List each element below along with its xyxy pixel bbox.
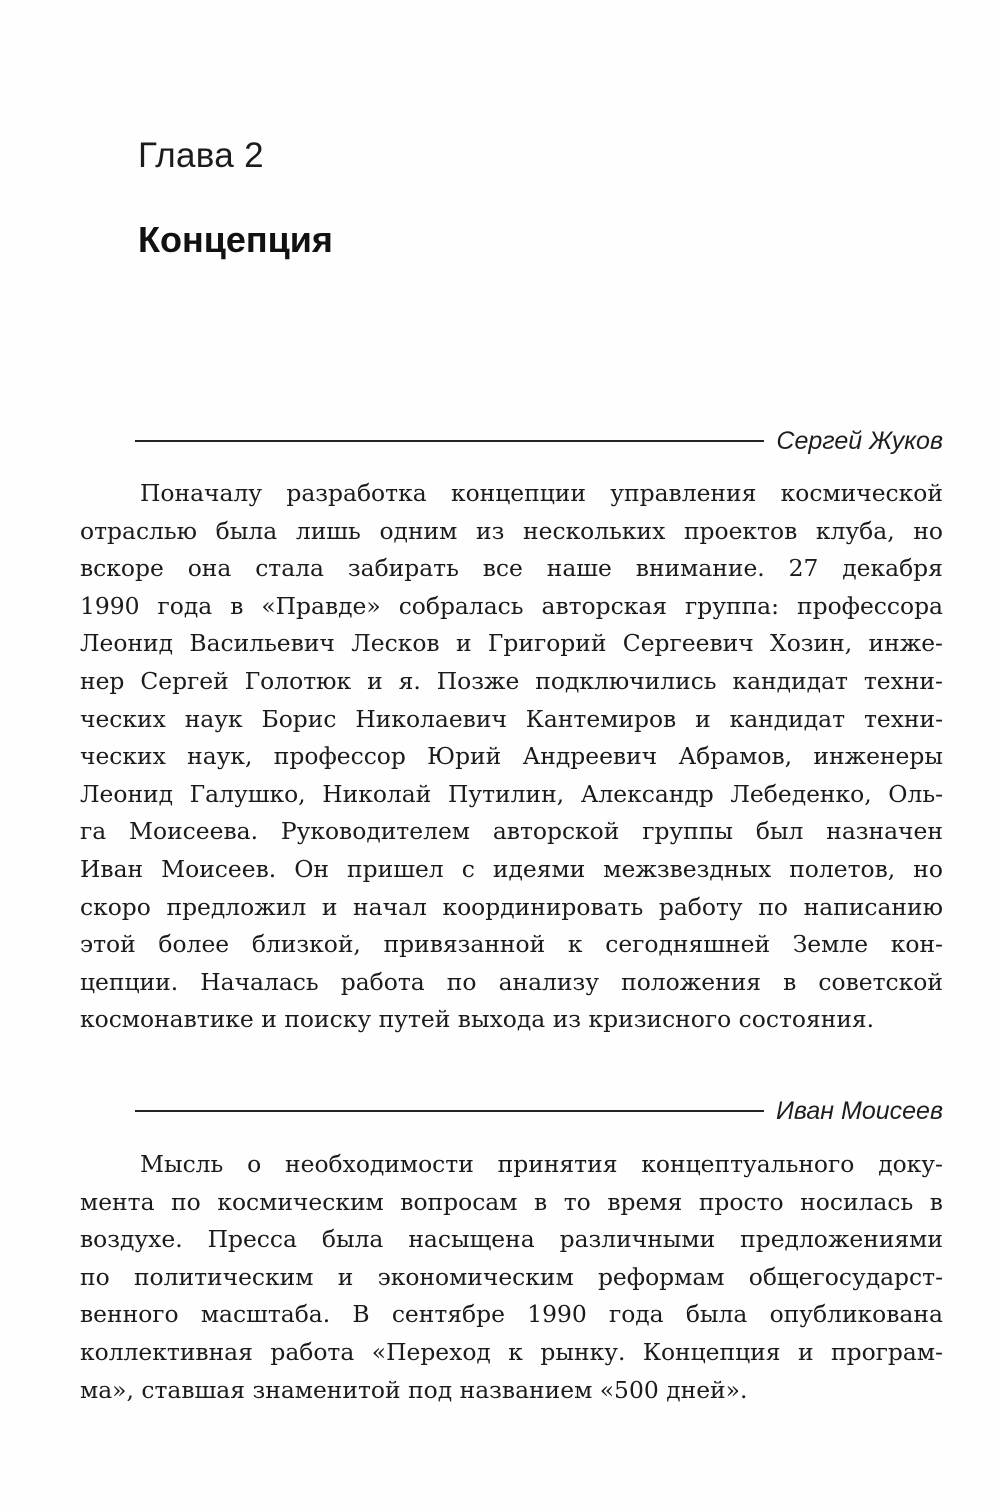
text-line: скоро предложил и начал координировать работу по написанию <box>80 892 943 921</box>
author-name: Иван Моисеев <box>776 1096 943 1125</box>
text-line: коллективная работа «Переход к рынку. Концепция и програм- <box>80 1337 943 1366</box>
text-line: Поначалу разработка концепции управления космической <box>140 479 943 507</box>
text-line: цепции. Началась работа по анализу положения в советской <box>80 967 943 996</box>
text-line: венного масштаба. В сентябре 1990 года была опубликована <box>80 1300 943 1329</box>
text-line: вскоре она стала забирать все наше внимание. 27 декабря <box>80 554 943 583</box>
author-header-1 <box>135 421 943 461</box>
text-line: ческих наук, профессор Юрий Андреевич Абрамов, инженеры <box>80 742 943 771</box>
author-header-2 <box>135 1091 943 1131</box>
text-line: мента по космическим вопросам в то время просто носилась в <box>80 1187 943 1216</box>
paragraph-2 <box>80 1146 943 1409</box>
author-rule <box>135 440 764 442</box>
text-line: ма», ставшая знаменитой под названием «500 дней». <box>80 1375 748 1404</box>
text-line: Леонид Галушко, Николай Путилин, Александр Лебеденко, Оль- <box>80 779 943 808</box>
text-line: по политическим и экономическим реформам общегосударст- <box>80 1262 943 1291</box>
text-line: Леонид Васильевич Лесков и Григорий Сергеевич Хозин, инже- <box>80 629 943 658</box>
author-rule <box>135 1110 764 1112</box>
text-line: космонавтике и поиску путей выхода из кризисного состояния. <box>80 1005 875 1034</box>
author-name: Сергей Жуков <box>776 426 943 455</box>
text-line: воздухе. Пресса была насыщена различными предложениями <box>80 1225 943 1254</box>
text-line: га Моисеева. Руководителем авторской группы был назначен <box>80 817 943 846</box>
text-line: отраслью была лишь одним из нескольких проектов клуба, но <box>80 516 943 545</box>
text-line: 1990 года в «Правде» собралась авторская группа: профессора <box>80 591 943 620</box>
text-line: нер Сергей Голотюк и я. Позже подключились кандидат техни- <box>80 666 943 695</box>
text-line: Иван Моисеев. Он пришел с идеями межзвездных полетов, но <box>80 854 943 883</box>
text-line: этой более близкой, привязанной к сегодняшней Земле кон- <box>80 930 943 959</box>
text-line: ческих наук Борис Николаевич Кантемиров и кандидат техни- <box>80 704 943 733</box>
chapter-title: Концепция <box>138 219 333 260</box>
text-line: Мысль о необходимости принятия концептуального доку- <box>140 1150 943 1178</box>
paragraph-1 <box>80 475 943 1039</box>
chapter-number: Глава 2 <box>138 136 264 175</box>
